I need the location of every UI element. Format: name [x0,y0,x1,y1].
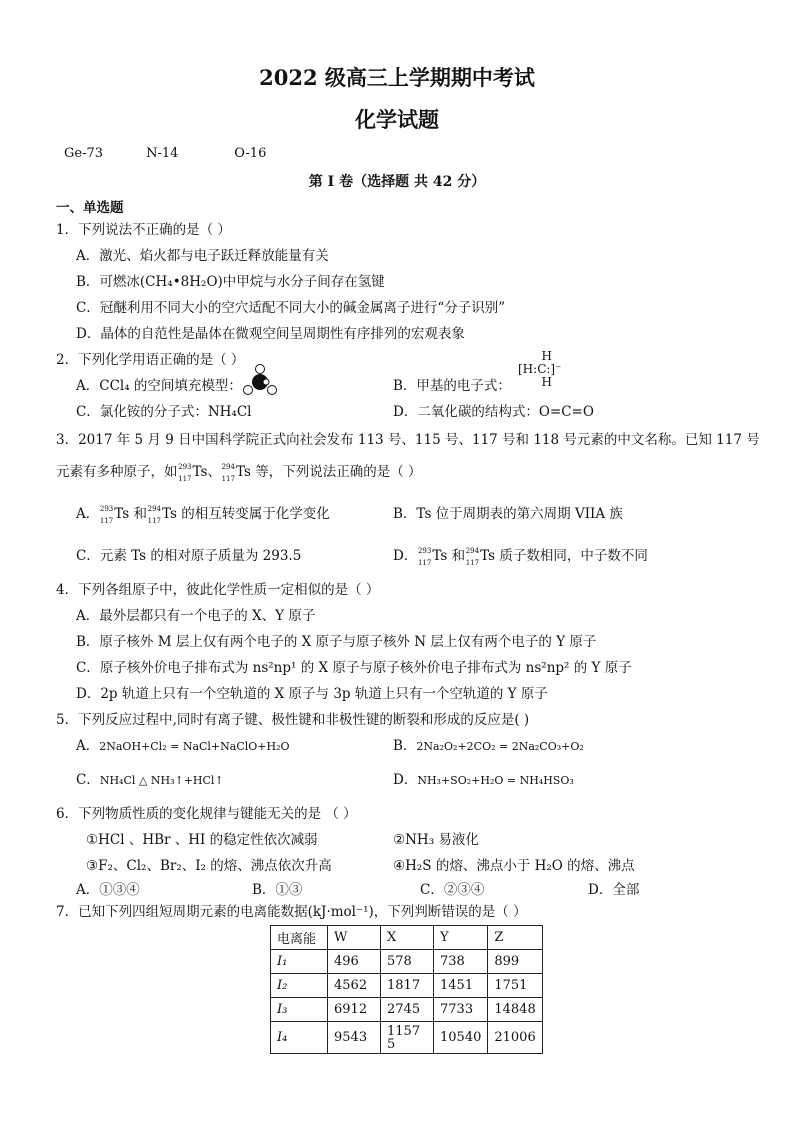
table-cell: 1817 [381,974,434,998]
q3-d-mid: Ts 和 [432,548,466,564]
methyl-electron-formula [518,350,561,389]
q3-stem-line2 [56,462,422,483]
table-cell: 14848 [488,998,542,1022]
atomic-mass-ge: Ge-73 [64,146,104,161]
table-cell: 578 [381,950,434,974]
iso-mass: 293 [178,462,192,471]
iso-mass: 294 [221,462,235,471]
isotope-ts-293 [417,547,431,567]
table-cell: 899 [488,950,542,974]
q6-item-1: ①HCl 、HBr 、HI 的稳定性依次减弱 [86,832,318,848]
atomic-mass-o: O-16 [234,146,267,161]
iso-z: 117 [178,474,192,483]
table-cell: 6912 [328,998,381,1022]
q4-option-a: A．最外层都只有一个电子的 X、Y 原子 [76,608,316,624]
q3-stem2-part3: Ts 等，下列说法正确的是（ ） [235,464,422,480]
q3-d-label: D． [393,548,418,564]
table-header-cell: Z [488,926,542,950]
q3-a-mid: Ts 和 [114,506,147,522]
table-header-cell: 电离能 [271,926,328,950]
q3-option-c: C．元素 Ts 的相对原子质量为 293.5 [76,548,302,564]
table-cell: 4562 [328,974,381,998]
table-row [271,974,543,998]
q3-d-post: Ts 质子数相同，中子数不同 [480,548,648,564]
q1-option-d: D．晶体的自范性是晶体在微观空间呈周期性有序排列的宏观表象 [76,326,465,342]
iso-mass: 294 [465,546,480,555]
table-header-cell: Y [434,926,488,950]
table-cell: 1451 [434,974,488,998]
ionization-energy-table [270,925,543,1054]
table-header-cell: X [381,926,434,950]
q5-d-equation: NH₃+SO₂+H₂O = NH₄HSO₃ [417,774,574,787]
exam-subtitle: 化学试题 [355,107,439,132]
ccl4-space-filling-model-icon [240,362,280,402]
table-row [271,998,543,1022]
isotope-ts-294 [221,463,235,483]
table-cell: 21006 [488,1022,542,1054]
table-cell: I₁ [271,950,328,974]
q5-a-equation: 2NaOH+Cl₂ = NaCl+NaClO+H₂O [99,740,290,753]
q6-option-a: A．①③④ [76,882,140,898]
table-row [271,1022,543,1054]
table-cell: I₂ [271,974,328,998]
table-header-cell: W [328,926,381,950]
q5-c-label: C． [76,772,100,788]
atomic-mass-n: N-14 [146,146,179,161]
exam-title: 2022 级高三上学期期中考试 [259,65,535,90]
iso-z: 117 [417,558,432,567]
isotope-ts-294 [147,505,161,525]
q2-option-c: C．氯化铵的分子式：NH₄Cl [76,404,252,420]
table-cell: 9543 [328,1022,381,1054]
table-header-row [271,926,543,950]
q6-item-4: ④H₂S 的熔、沸点小于 H₂O 的熔、沸点 [393,858,635,874]
q7-stem: 7．已知下列四组短周期元素的电离能数据(kJ·mol⁻¹)，下列判断错误的是（ ） [56,904,527,920]
q5-a-label: A． [76,738,100,754]
q5-option-d [393,770,574,791]
q1-stem: 1．下列说法不正确的是（ ） [56,222,231,238]
iso-z: 117 [465,558,480,567]
q3-a-post: Ts 的相互转变属于化学变化 [162,506,330,522]
methyl-middle: [H:C:]⁻ [518,362,562,376]
q3-option-b: B．Ts 位于周期表的第六周期 VIIA 族 [393,506,623,522]
q5-c-equation: NH₄Cl △ NH₃↑+HCl↑ [99,774,224,787]
q2-option-a-text: A．CCl₄ 的空间填充模型： [76,378,242,394]
q2-option-d: D．二氧化碳的结构式：O=C=O [393,404,594,420]
q6-item-3: ③F₂、Cl₂、Br₂、I₂ 的熔、沸点依次升高 [86,858,332,874]
q6-option-c: C．②③④ [420,882,485,898]
methyl-top-h: H [541,349,552,363]
q4-stem: 4．下列各组原子中，彼此化学性质一定相似的是（ ） [56,582,380,598]
q5-stem: 5．下列反应过程中,同时有离子键、极性键和非极性键的断裂和形成的反应是( ) [56,712,530,728]
iso-mass: 293 [99,504,114,513]
q5-d-label: D． [393,772,418,788]
q3-a-label: A． [76,506,100,522]
iso-z: 117 [99,516,114,525]
isotope-ts-294 [465,547,479,567]
isotope-ts-293 [99,505,113,525]
isotope-ts-293 [178,463,192,483]
table-cell: I₃ [271,998,328,1022]
q5-option-a [76,736,290,757]
q3-stem2-part2: Ts、 [192,464,221,480]
q3-option-a [76,504,330,525]
q4-option-c: C．原子核外价电子排布式为 ns²np¹ 的 X 原子与原子核外价电子排布式为 ns²np² 的 Y 原子 [76,660,632,676]
q2-option-b: B．甲基的电子式： [393,378,511,394]
section-title: 第 I 卷（选择题 共 42 分） [308,174,486,190]
iso-z: 117 [221,474,235,483]
table-cell: 496 [328,950,381,974]
q1-option-b: B．可燃冰(CH₄•8H₂O)中甲烷与水分子间存在氢键 [76,274,385,290]
q1-option-c: C．冠醚利用不同大小的空穴适配不同大小的碱金属离子进行“分子识别” [76,300,506,316]
q5-b-equation: 2Na₂O₂+2CO₂ = 2Na₂CO₃+O₂ [416,740,584,753]
q4-option-b: B．原子核外 M 层上仅有两个电子的 X 原子与原子核外 N 层上仅有两个电子的 Y 原子 [76,634,597,650]
q6-option-b: B．①③ [252,882,303,898]
q6-item-2: ②NH₃ 易液化 [393,832,479,848]
iso-mass: 293 [417,546,432,555]
table-cell: I₄ [271,1022,328,1054]
q3-option-d [393,546,648,567]
q2-stem: 2．下列化学用语正确的是（ ） [56,352,245,368]
methyl-bottom-h: H [541,375,552,389]
q5-option-c [76,770,224,791]
table-cell: 2745 [381,998,434,1022]
iso-z: 117 [147,516,161,525]
iso-mass: 294 [147,504,161,513]
table-cell: 11575 [381,1022,434,1054]
table-cell: 1751 [488,974,542,998]
q3-stem2-part1: 元素有多种原子，如 [56,464,178,480]
table-cell: 10540 [434,1022,488,1054]
table-row [271,950,543,974]
q2-option-a [76,376,242,396]
q5-option-b [393,736,584,757]
q5-b-label: B． [393,738,417,754]
table-cell: 7733 [434,998,488,1022]
q6-stem: 6．下列物质性质的变化规律与键能无关的是 （ ） [56,806,357,822]
q3-stem-line1: 3．2017 年 5 月 9 日中国科学院正式向社会发布 113 号、115 号、117 号和 118 号元素的中文名称。已知 117 号 [56,432,760,448]
atomic-masses [64,146,266,161]
q6-option-d: D．全部 [588,882,640,898]
section-subtitle: 一、单选题 [56,200,124,216]
table-cell: 738 [434,950,488,974]
q1-option-a: A．激光、焰火都与电子跃迁释放能量有关 [76,248,329,264]
q4-option-d: D．2p 轨道上只有一个空轨道的 X 原子与 3p 轨道上只有一个空轨道的 Y 原子 [76,686,548,702]
